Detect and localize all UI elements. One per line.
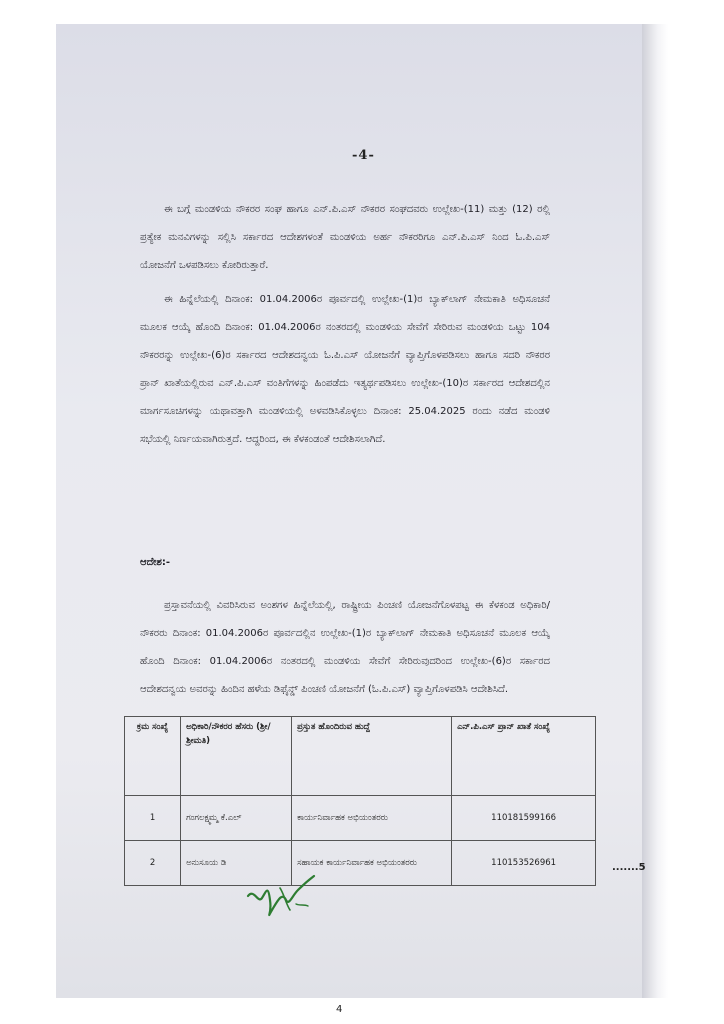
paragraph-1: ಈ ಬಗ್ಗೆ ಮಂಡಳಿಯ ನೌಕರರ ಸಂಘ ಹಾಗೂ ಎನ್.ಪಿ.ಎಸ್ ನೌಕರರ ಸಂಘದವರು ಉಲ್ಲೇಖ-(11) ಮತ್ತು (12) ರಲ್ಲಿ ಪ್ರತ್ಯೇಕ ಮನವಿಗಳನ್ನು ಸಲ್ಲಿಸಿ ಸರ್ಕಾರದ ಆದೇಶಗಳಂತೆ ಮಂಡಳಿಯ ಅರ್ಹ ನೌಕರರಿಗೂ ಎನ್.ಪಿ.ಎಸ್ ನಿಂದ ಓ.ಪಿ.ಎಸ್ ಯೋಜನೆಗೆ ಒಳಪಡಿಸಲು ಕೋರಿರುತ್ತಾರೆ. [140,204,550,271]
row-name: ಗಂಗಲಕ್ಷ್ಮಮ್ಮ ಕೆ.ಎಲ್ [181,796,292,841]
header-pran: ಎನ್.ಪಿ.ಎಸ್ ಪ್ರಾನ್ ಖಾತೆ ಸಂಖ್ಯೆ [452,717,596,796]
order-heading: ಆದೇಶ:- [140,557,170,568]
employee-table [124,716,596,886]
header-name: ಅಧಿಕಾರಿ/ನೌಕರರ ಹೆಸರು (ಶ್ರೀ/ ಶ್ರೀಮತಿ) [181,717,292,796]
page-number-top: -4- [352,148,375,163]
signature [242,870,322,924]
paragraph-2: ಈ ಹಿನ್ನೆಲೆಯಲ್ಲಿ ದಿನಾಂಕ: 01.04.2006ರ ಪೂರ್ವದಲ್ಲಿ ಉಲ್ಲೇಖ-(1)ರ ಬ್ಯಾಕ್‌ಲಾಗ್ ನೇಮಕಾತಿ ಅಧಿಸೂಚನೆ ಮೂಲಕ ಆಯ್ಕೆ ಹೊಂದಿ ದಿನಾಂಕ: 01.04.2006ರ ನಂತರದಲ್ಲಿ ಮಂಡಳಿಯ ಸೇವೆಗೆ ಸೇರಿರುವ ಮಂಡಳಿಯ ಒಟ್ಟು 104 ನೌಕರರನ್ನು ಉಲ್ಲೇಖ-(6)ರ ಸರ್ಕಾರದ ಆದೇಶದನ್ವಯ ಓ.ಪಿ.ಎಸ್ ಯೋಜನೆಗೆ ವ್ಯಾಪ್ತಿಗೊಳಪಡಿಸಲು ಹಾಗೂ ಸದರಿ ನೌಕರರ ಪ್ರಾನ್ ಖಾತೆಯಲ್ಲಿರುವ ಎನ್.ಪಿ.ಎಸ್ ವಂತಿಗೆಗಳನ್ನು ಹಿಂಪಡೆದು ಇತ್ಯರ್ಥಪಡಿಸಲು ಉಲ್ಲೇಖ-(10)ರ ಸರ್ಕಾರದ ಆದೇಶದಲ್ಲಿನ ಮಾರ್ಗಸೂಚಿಗಳನ್ನು ಯಥಾವತ್ತಾಗಿ ಮಂಡಳಿಯಲ್ಲಿ ಅಳವಡಿಸಿಕೊಳ್ಳಲು ದಿನಾಂಕ: 25.04.2025 ರಂದು ನಡೆದ ಮಂಡಳಿ ಸಭೆಯಲ್ಲಿ ನಿರ್ಣಯವಾಗಿರುತ್ತದೆ. ಆದ್ದರಿಂದ, ಈ ಕೆಳಕಂಡಂತೆ ಆದೇಶಿಸಲಾಗಿದೆ. [140,294,550,445]
page-number-footer: 4 [336,1004,343,1015]
row-designation: ಕಾರ್ಯನಿರ್ವಾಹಕ ಅಭಿಯಂತರರು [292,796,452,841]
header-serial: ಕ್ರಮ ಸಂಖ್ಯೆ [125,717,181,796]
table-row [125,841,596,886]
row-serial: 2 [125,841,181,886]
paragraph-3: ಪ್ರಸ್ತಾವನೆಯಲ್ಲಿ ವಿವರಿಸಿರುವ ಅಂಶಗಳ ಹಿನ್ನೆಲೆಯಲ್ಲಿ, ರಾಷ್ಟ್ರೀಯ ಪಿಂಚಣಿ ಯೋಜನೆಗೊಳಪಟ್ಟ ಈ ಕೆಳಕಂಡ ಅಧಿಕಾರಿ/ ನೌಕರರು ದಿನಾಂಕ: 01.04.2006ರ ಪೂರ್ವದಲ್ಲಿನ ಉಲ್ಲೇಖ-(1)ರ ಬ್ಯಾಕ್‌ಲಾಗ್ ನೇಮಕಾತಿ ಅಧಿಸೂಚನೆ ಮೂಲಕ ಆಯ್ಕೆ ಹೊಂದಿ ದಿನಾಂಕ: 01.04.2006ರ ನಂತರದಲ್ಲಿ ಮಂಡಳಿಯ ಸೇವೆಗೆ ಸೇರಿರುವುದರಿಂದ ಉಲ್ಲೇಖ-(6)ರ ಸರ್ಕಾರದ ಆದೇಶದನ್ವಯ ಅವರನ್ನು ಹಿಂದಿನ ಹಳೆಯ ಡಿಫೈನ್ಡ್ ಪಿಂಚಣಿ ಯೋಜನೆಗೆ (ಓ.ಪಿ.ಎಸ್) ವ್ಯಾಪ್ತಿಗೊಳಪಡಿಸಿ ಆದೇಶಿಸಿದೆ. [140,600,550,695]
row-name: ಅನುಸೂಯ ಡಿ [181,841,292,886]
document-photo [56,24,668,998]
header-designation: ಪ್ರಸ್ತುತ ಹೊಂದಿರುವ ಹುದ್ದೆ [292,717,452,796]
continue-marker: .......5 [612,862,646,873]
table-header-row [125,717,596,796]
row-serial: 1 [125,796,181,841]
table-row [125,796,596,841]
row-pran: 110153526961 [452,841,596,886]
row-designation: ಸಹಾಯಕ ಕಾರ್ಯನಿರ್ವಾಹಕ ಅಭಿಯಂತರರು [292,841,452,886]
row-pran: 110181599166 [452,796,596,841]
paper-edge [642,24,668,998]
